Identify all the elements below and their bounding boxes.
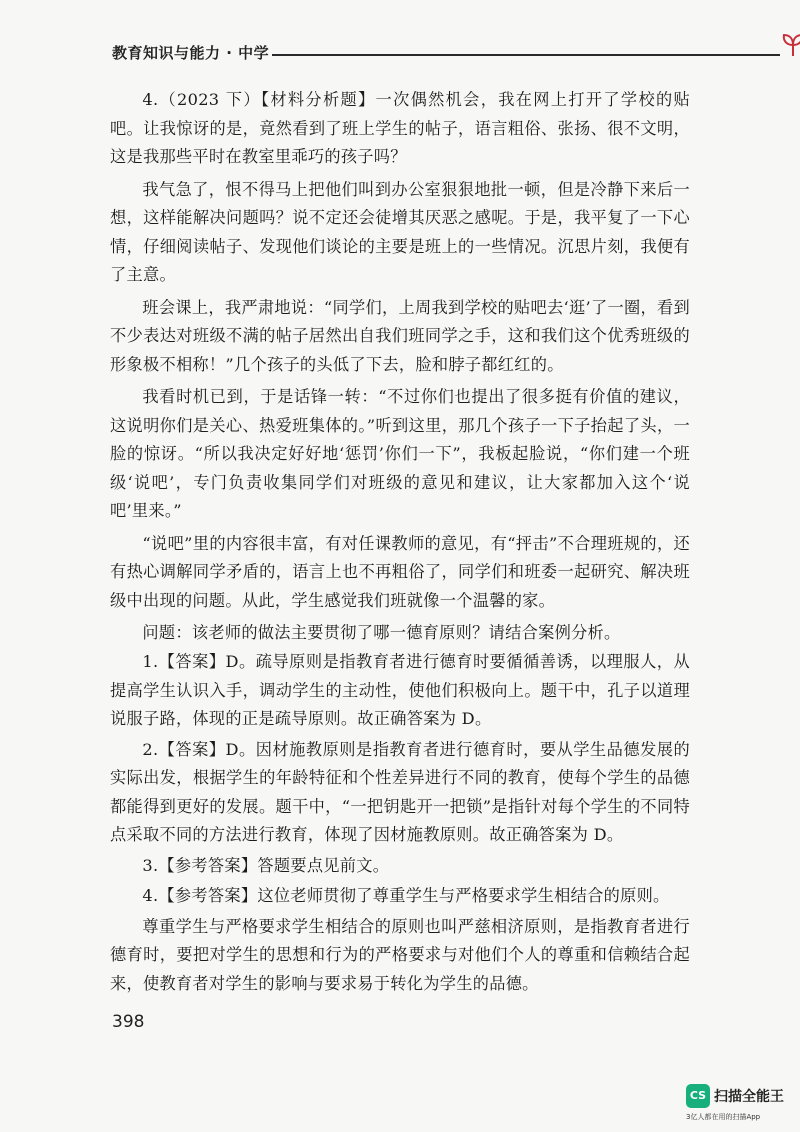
sprout-icon [780,32,800,58]
answer-4: 4.【参考答案】这位老师贯彻了尊重学生与严格要求学生相结合的原则。 [142,886,670,905]
camscanner-logo-icon: CS [686,1084,710,1108]
question-4-prompt: 问题：该老师的做法主要贯彻了哪一德育原则？请结合案例分析。 [142,623,621,642]
page-number: 398 [112,1012,145,1032]
page-header [112,32,702,76]
watermark-subtitle: 3亿人都在用的扫描App [686,1113,761,1121]
header-title: 教育知识与能力 · 中学 [112,44,270,62]
question-4-paragraph-5: “说吧”里的内容很丰富，有对任课教师的意见，有“抨击”不合理班规的，还有热心调解同学矛盾的，语言上也不再粗俗了，同学们和班委一起研究、解决班级中出现的问题。从此，学生感觉我们班就像一个温馨的家。 [110,533,690,610]
answer-2: 2.【答案】D。因材施教原则是指教育者进行德育时，要从学生品德发展的实际出发，根据学生的年龄特征和个性差异进行不同的教育，使每个学生的品德都能得到更好的发展。题干中，“一把钥匙开一把锁”是指针对每个学生的不同特点采取不同的方法进行教育，体现了因材施教原则。故正确答案为 D。 [110,739,690,844]
answer-4-detail: 尊重学生与严格要求学生相结合的原则也叫严慈相济原则，是指教育者进行德育时，要把对学生的思想和行为的严格要求与对他们个人的尊重和信赖结合起来，使教育者对学生的影响与要求易于转化为学生的品德。 [110,916,690,993]
scanner-watermark [686,1082,790,1122]
question-4-paragraph-4: 我看时机已到，于是话锋一转：“不过你们也提出了很多挺有价值的建议，这说明你们是关心、热爱班集体的。”听到这里，那几个孩子一下子抬起了头，一脸的惊讶。“所以我决定好好地‘惩罚’你们一下”，我板起脸说，“你们建一个班级‘说吧’，专门负责收集同学们对班级的意见和建议，让大家都加入这个‘说吧’里来。” [110,387,690,520]
question-4-paragraph-3: 班会课上，我严肃地说：“同学们，上周我到学校的贴吧去‘逛’了一圈，看到不少表达对班级不满的帖子居然出自我们班同学之手，这和我们这个优秀班级的形象极不相称！”几个孩子的头低了下去，脸和脖子都红红的。 [110,297,690,374]
question-4-intro: 4.（2023 下）【材料分析题】一次偶然机会，我在网上打开了学校的贴吧。让我惊讶的是，竟然看到了班上学生的帖子，语言粗俗、张扬、很不文明，这是我那些平时在教室里乖巧的孩子吗？ [110,90,690,166]
watermark-title: 扫描全能王 [714,1089,784,1105]
answer-3: 3.【参考答案】答题要点见前文。 [142,855,390,875]
question-4-block [110,86,690,648]
header-rule [272,54,780,56]
question-4-paragraph-2: 我气急了，恨不得马上把他们叫到办公室狠狠地批一顿，但是冷静下来后一想，这样能解决问题吗？说不定还会徒增其厌恶之感呢。于是，我平复了一下心情，仔细阅读帖子、发现他们谈论的主要是班上的一些情况。沉思片刻，我便有了主意。 [110,179,690,284]
answer-1: 1.【答案】D。疏导原则是指教育者进行德育时要循循善诱，以理服人，从提高学生认识入手，调动学生的主动性，使他们积极向上。题干中，孔子以道理说服子路，体现的正是疏导原则。故正确答案为 D。 [110,652,690,728]
answers-block [110,648,690,998]
